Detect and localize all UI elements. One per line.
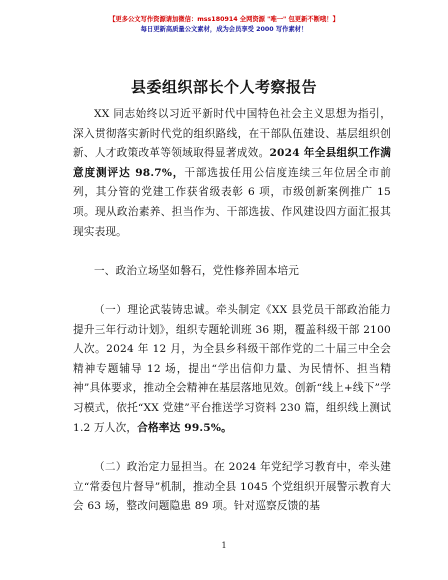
intro-text-a: XX 同志始终以习近平新时代中国特色社会主义思想为指引，深入贯彻落实新时代党的组织路线，在干部队伍建设、基层组织创新、人才政策改革等领域取得显著成效。: [73, 108, 391, 160]
paragraph-political-text: （二）政治定力显担当。在 2024 年党纪学习教育中，牵头建立“常委包片督导”机制，推动全县 1045 个党组织开展警示教育大会 63 场，整改问题隐患 89 项。针对巡察反馈的基: [73, 461, 391, 513]
paragraph-theory-text: （一）理论武装铸忠诚。牵头制定《XX 县党员干部政治能力提升三年行动计划》，组织专题轮训班 36 期，覆盖科级干部 2100 人次。2024 年 12 月，为全县乡科级干部作党的二十届三中全会精神专题辅导 12 场，提出“学出信仰力量、为民情怀、担当精神”具体要求，推动全会精神在基层落地见效。创新“线上+线下”学习模式，依托“XX 党建”平台推送学习资料 230 篇，组织线上测试 1.2 万人次，: [73, 304, 391, 434]
page-number: 1: [221, 541, 227, 550]
paragraph-theory-highlight: 合格率达 99.5%。: [137, 421, 232, 434]
intro-paragraph: [73, 105, 391, 242]
intro-text-b: 干部选拔任用公信度连续三年位居全市前列，其分管的党建工作获省级表彰 6 项，市级创新案例推广 15 项。现从政治素养、担当作为、干部选拔、作风建设四方面汇报其现实表现。: [73, 166, 391, 238]
document-title: 县委组织部长个人考察报告: [130, 78, 317, 96]
promo-banner-line-2: 每日更新高质量公文素材，成为会员享受 2000 写作素材！: [140, 26, 308, 33]
promo-banner-line-1: 【更多公文写作资源请加微信：mss180914 全网资源 "唯一" 包更新不断哦！】: [109, 16, 339, 23]
paragraph-theory: [73, 301, 391, 438]
intro-text-highlight: 2024 年全县组织工作满意度测评达 98.7%，: [73, 147, 391, 179]
section-heading-1: 一、政治立场坚如磐石，党性修养固本培元: [94, 265, 300, 277]
paragraph-political: [73, 458, 391, 517]
